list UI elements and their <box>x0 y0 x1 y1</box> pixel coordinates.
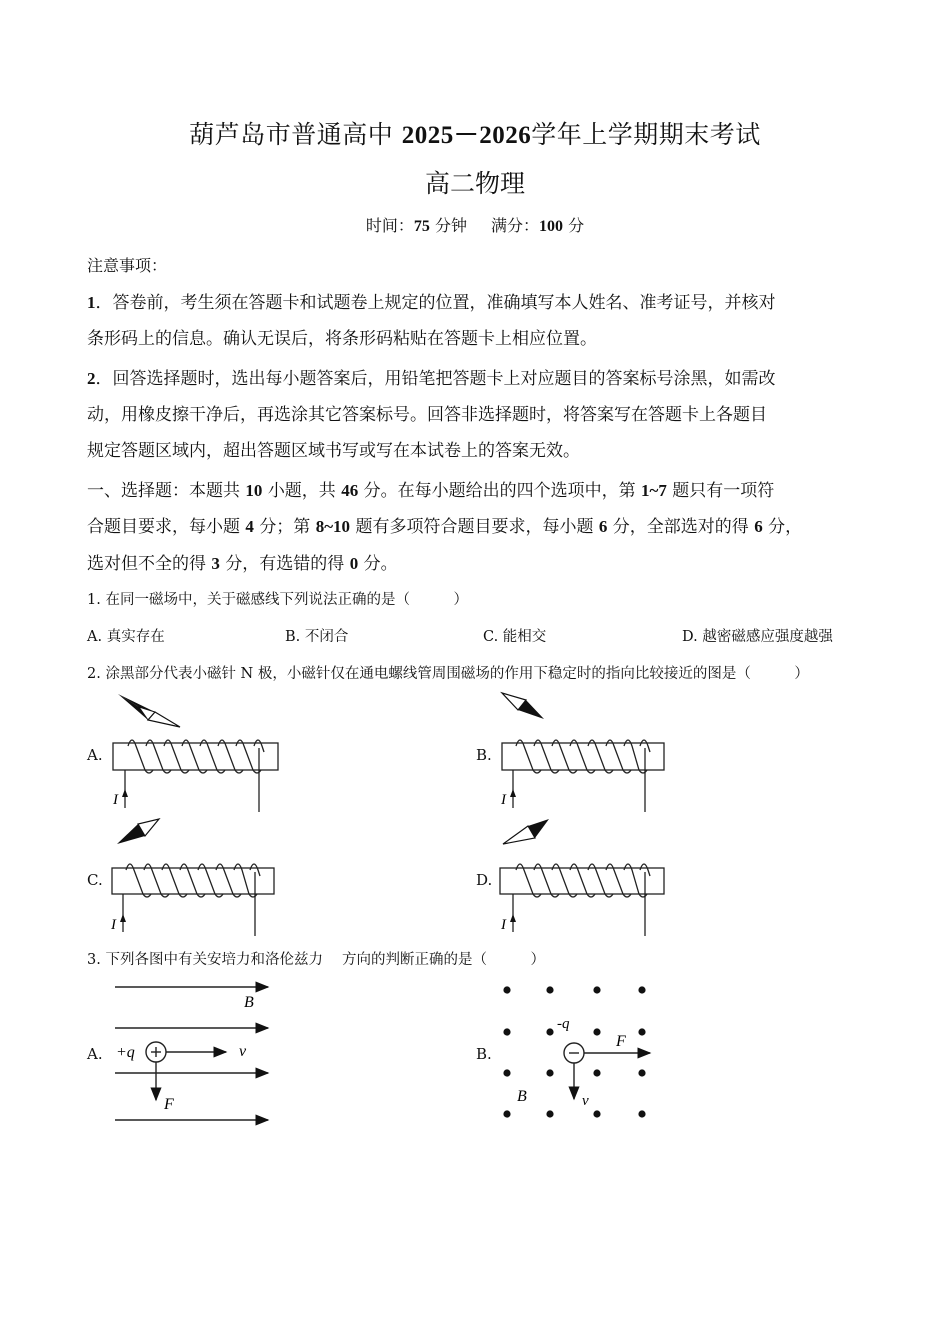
compass-needle-icon <box>502 693 544 719</box>
title-years: 2025－2026 <box>401 122 532 149</box>
time-unit: 分钟 <box>434 216 467 235</box>
question-1-option-a[interactable]: A. 真实存在 <box>87 629 165 645</box>
title-prefix: 葫芦岛市普通高中 <box>189 120 394 149</box>
svg-text:I: I <box>113 792 118 808</box>
svg-text:v: v <box>582 1093 589 1109</box>
q2-figure-a-solenoid <box>100 690 300 815</box>
svg-text:F: F <box>616 1033 626 1050</box>
time-label: 时间： <box>365 216 414 235</box>
compass-needle-icon <box>503 819 549 844</box>
svg-text:-q: -q <box>557 1016 570 1032</box>
time-value: 75 <box>413 218 430 235</box>
current-arrow-icon <box>120 914 126 922</box>
exam-meta <box>0 213 950 236</box>
q2-figure-b-solenoid <box>490 690 690 815</box>
question-1-stem: 1. 在同一磁场中，关于磁感线下列说法正确的是（ ） <box>87 592 468 608</box>
question-2-stem: 2. 涂黑部分代表小磁针 N 极，小磁针仅在通电螺线管周围磁场的作用下稳定时的指向比较接近的图是（ ） <box>87 666 809 682</box>
section1-line-1: 一、选择题：本题共 10 小题，共 46 分。在每小题给出的四个选项中，第 1~7 题只有一项符 <box>87 481 775 501</box>
current-arrow-icon <box>510 914 516 922</box>
svg-text:I: I <box>111 917 116 933</box>
score-unit: 分 <box>568 216 585 235</box>
svg-text:I: I <box>501 917 506 933</box>
current-arrow-icon <box>122 789 128 797</box>
question-3-stem: 3. 下列各图中有关安培力和洛伦兹力 方向的判断正确的是（ ） <box>87 952 546 968</box>
q2-figure-a-label[interactable]: A. <box>87 746 103 764</box>
q2-figure-d-label[interactable]: D. <box>476 871 493 889</box>
question-1-option-b[interactable]: B. 不闭合 <box>285 629 349 645</box>
svg-text:+q: +q <box>116 1044 135 1061</box>
q2-figure-d-solenoid <box>490 810 690 940</box>
notice-heading: 注意事项： <box>87 256 168 275</box>
title-suffix: 学年上学期期末考试 <box>531 120 761 149</box>
section1-line-2: 合题目要求，每小题 4 分；第 8~10 题有多项符合题目要求，每小题 6 分，全部选对的得 6 分， <box>87 517 803 537</box>
svg-text:B: B <box>517 1088 527 1105</box>
svg-text:v: v <box>239 1043 247 1060</box>
svg-text:B: B <box>244 994 254 1011</box>
notice-item-1-line-1: 1．答卷前，考生须在答题卡和试题卷上规定的位置，准确填写本人姓名、准考证号，并核对 <box>87 293 776 313</box>
exam-title <box>0 115 950 151</box>
score-label: 满分： <box>491 216 540 235</box>
q3-figure-a-label[interactable]: A. <box>87 1045 103 1063</box>
q3-figure-a-field <box>110 975 280 1135</box>
notice-item-1-line-2: 条形码上的信息。确认无误后，将条形码粘贴在答题卡上相应位置。 <box>87 329 597 349</box>
svg-text:I: I <box>501 792 506 808</box>
svg-text:F: F <box>164 1096 174 1113</box>
current-arrow-icon <box>510 789 516 797</box>
q2-figure-c-solenoid <box>100 810 300 940</box>
section1-line-3: 选对但不全的得 3 分，有选错的得 0 分。 <box>87 554 398 574</box>
compass-needle-icon <box>117 819 159 844</box>
notice-item-2-line-2: 动，用橡皮擦干净后，再选涂其它答案标号。回答非选择题时，将答案写在答题卡上各题目 <box>87 405 767 425</box>
exam-subject: 高二物理 <box>424 169 525 198</box>
q2-figure-b-label[interactable]: B. <box>476 746 492 764</box>
q2-figure-c-label[interactable]: C. <box>87 871 103 889</box>
score-value: 100 <box>539 218 564 235</box>
q3-figure-b-field <box>490 975 670 1135</box>
compass-needle-icon <box>118 694 180 727</box>
notice-item-2-line-1: 2．回答选择题时，选出每小题答案后，用铅笔把答题卡上对应题目的答案标号涂黑，如需改 <box>87 369 776 389</box>
notice-item-2-line-3: 规定答题区域内，超出答题区域书写或写在本试卷上的答案无效。 <box>87 441 580 461</box>
question-1-option-c[interactable]: C. 能相交 <box>483 629 547 645</box>
question-1-option-d[interactable]: D. 越密磁感应强度越强 <box>682 629 833 645</box>
q3-figure-b-label[interactable]: B. <box>476 1045 492 1063</box>
